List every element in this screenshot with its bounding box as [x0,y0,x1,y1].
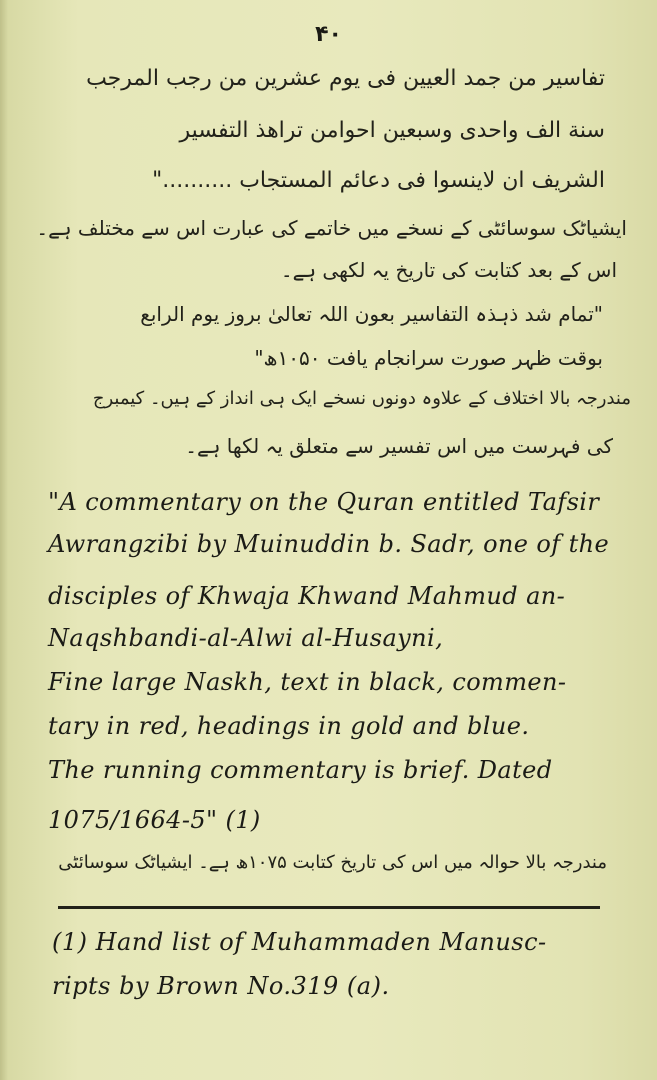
closing-urdu-line: مندرجہ بالا حوالہ میں اس کی تاریخ کتابت ۱۰۷۵ھ ہے۔ ایشیاٹک سوسائٹی [58,852,607,873]
quote-line-4: Naqshbandi-al-Alwi al-Husayni, [48,624,444,652]
urdu-line-6: "تمام شد ذہذہ التفاسیر بعون اللہ تعالیٰ بروز یوم الرابع [140,302,603,326]
urdu-line-3: الشریف ان لاینسوا فی دعائم المستجاب .........." [152,168,605,193]
page-binding-shadow [0,0,8,1080]
footnote-divider [58,906,600,909]
quote-line-5: Fine large Naskh, text in black, commen- [48,668,567,696]
footnote-line-2: ripts by Brown No.319 (a). [52,972,390,1000]
quote-line-1: "A commentary on the Quran entitled Tafsir [48,488,600,516]
footnote-line-1: (1) Hand list of Muhammaden Manusc- [52,928,547,956]
urdu-line-5: اس کے بعد کتابت کی تاریخ یہ لکھی ہے۔ [280,258,617,282]
urdu-line-9: کی فہرست میں اس تفسیر سے متعلق یہ لکھا ہے۔ [185,434,613,458]
urdu-line-8: مندرجہ بالا اختلاف کے علاوہ دونوں نسخے ایک ہی انداز کے ہیں۔ کیمبرج [92,388,631,409]
quote-line-6: tary in red, headings in gold and blue. [48,712,530,740]
urdu-line-1: تفاسیر من جمد العیین فی یوم عشرین من رجب المرجب [86,66,605,91]
urdu-line-2: سنة الف واحدی وسبعین ا‌حوامن تراهذ التفسیر [179,118,605,143]
quote-line-8: 1075/1664-5" (1) [48,806,261,834]
urdu-line-4: ایشیاٹک سوسائٹی کے نسخے میں خاتمے کی عبارت اس سے مختلف ہے۔ [36,216,627,240]
quote-line-2: Awrangzibi by Muinuddin b. Sadr, one of the [48,530,610,558]
quote-line-3: disciples of Khwaja Khwand Mahmud an- [48,582,566,610]
page-number: ۴۰ [315,22,342,47]
quote-line-7: The running commentary is brief. Dated [48,756,553,784]
urdu-line-7: بوقت ظہر صورت سرانجام یافت ۱۰۵۰ھ" [254,346,603,370]
